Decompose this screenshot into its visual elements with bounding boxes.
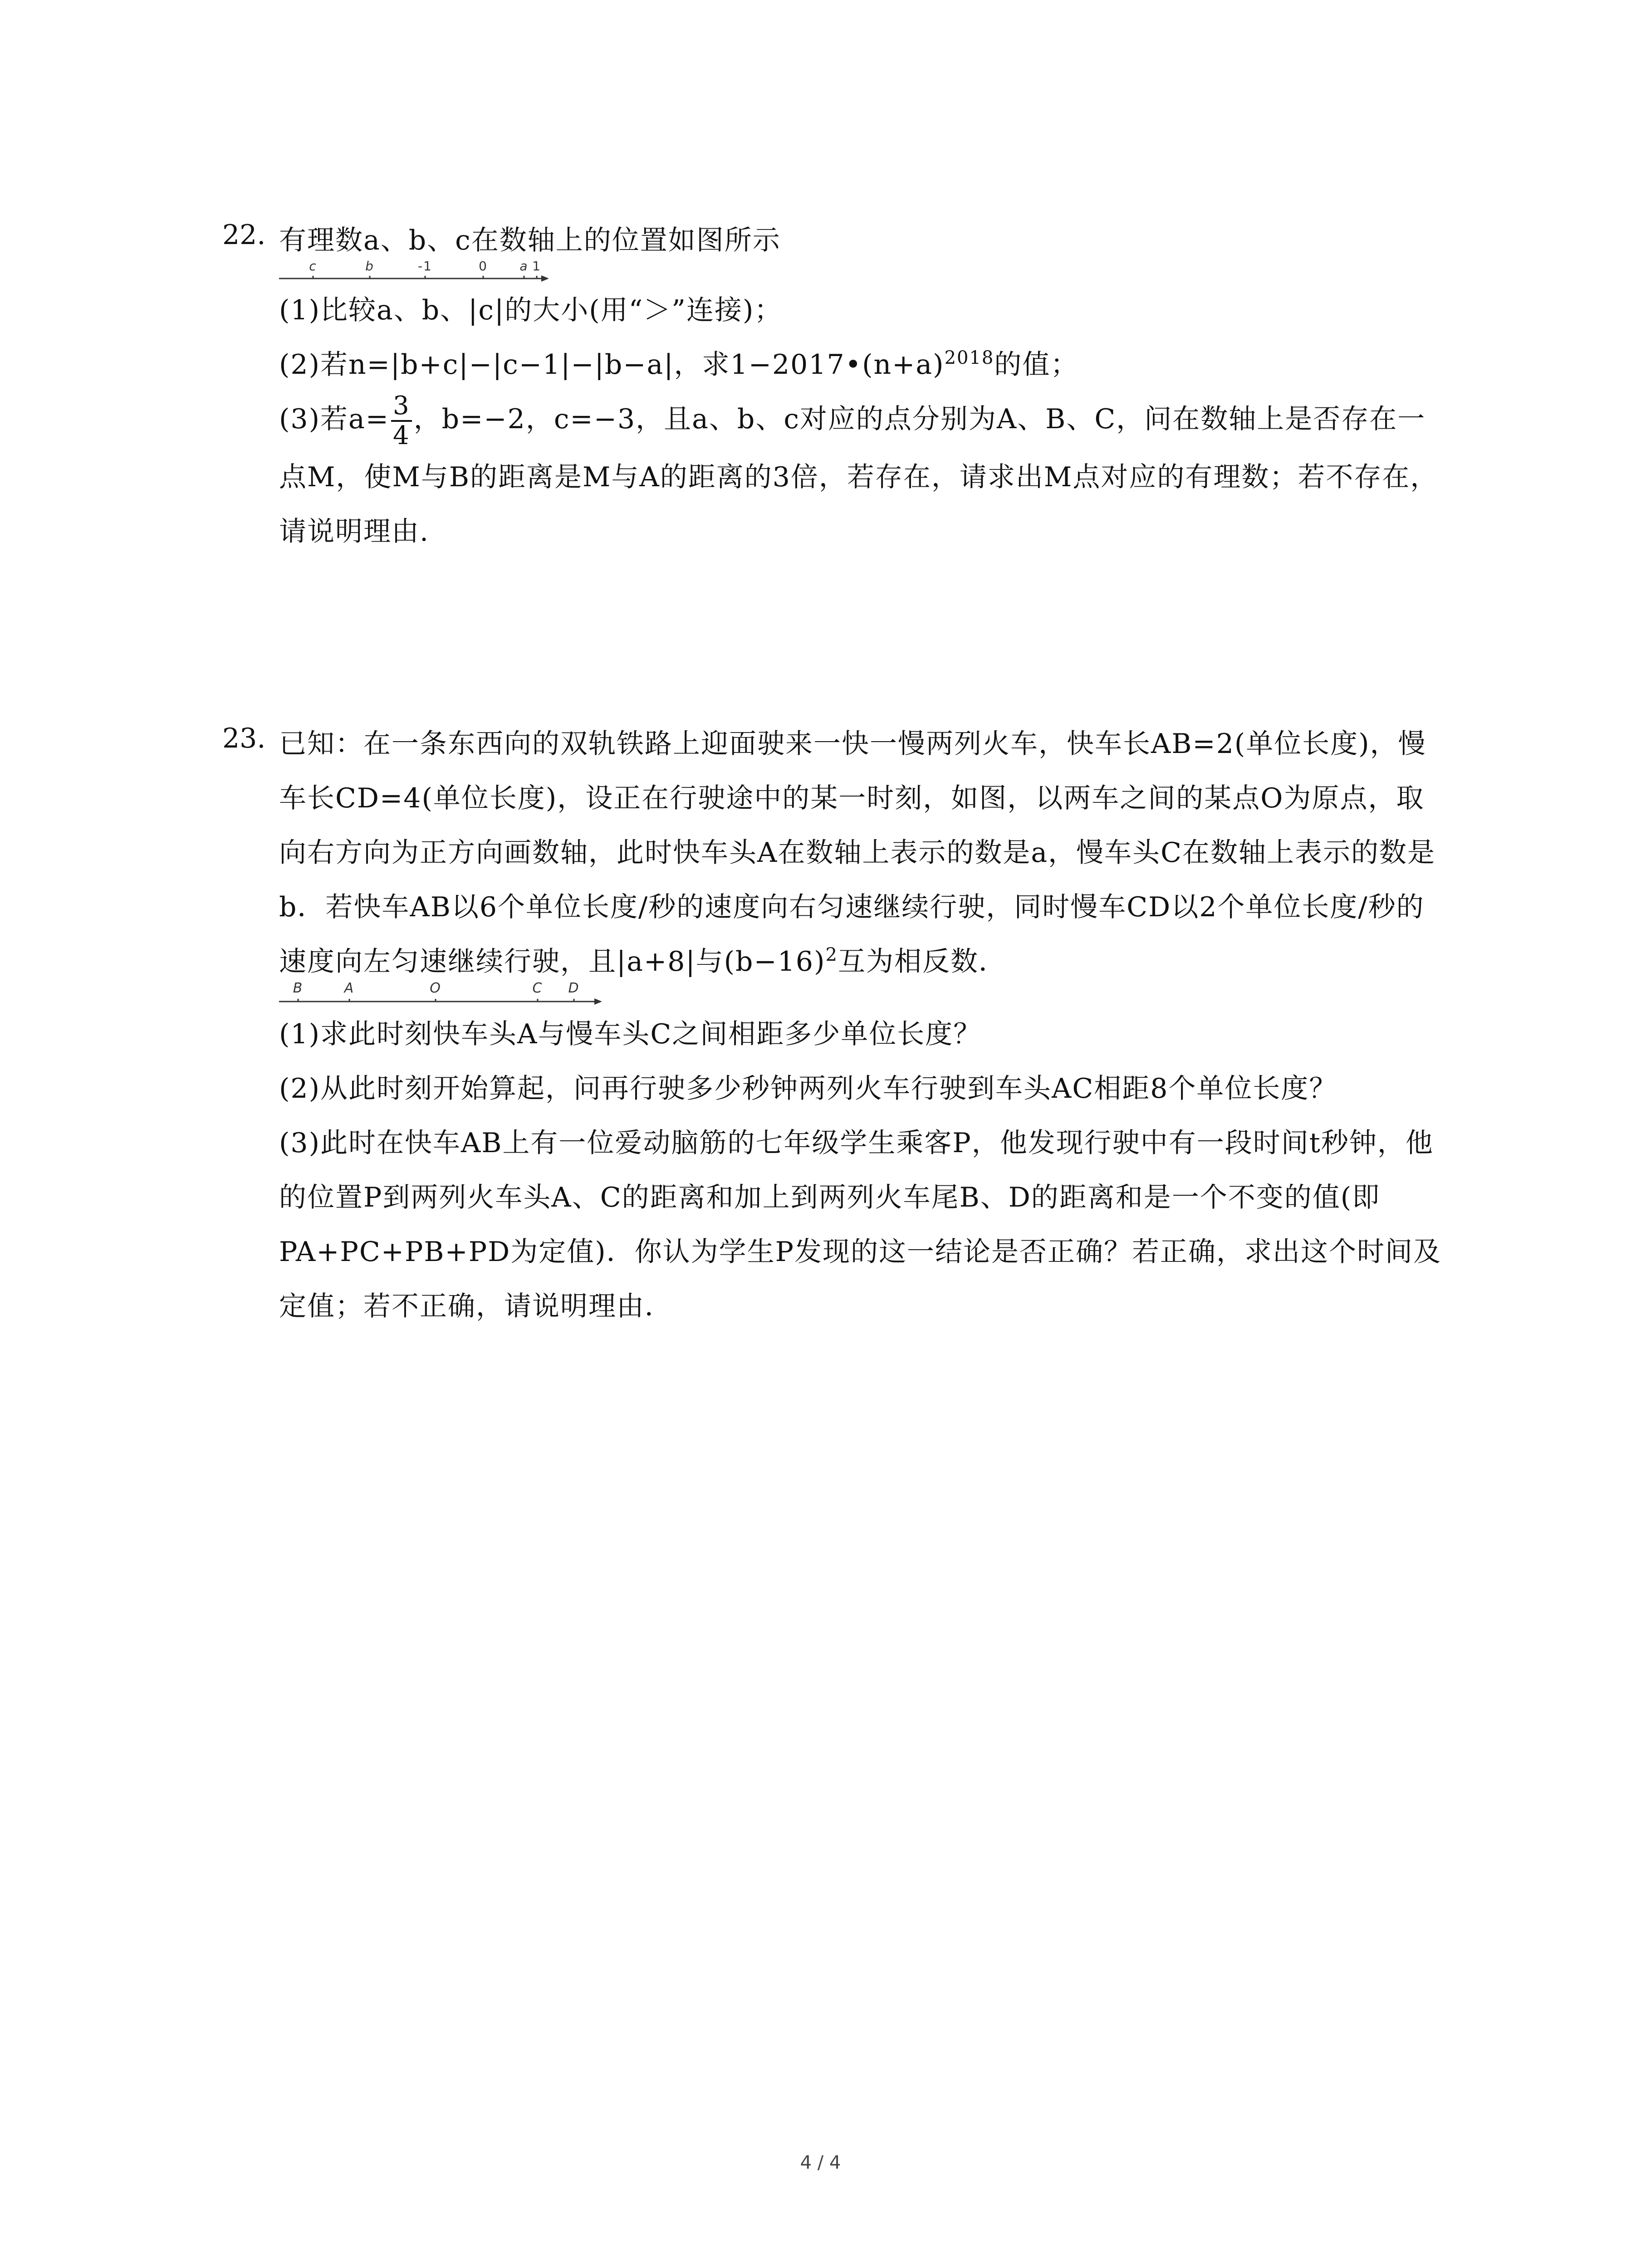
fraction-numerator: 3 <box>391 392 412 422</box>
question-part-3: (3)若a= $\frac{3}{4}$ ，b=−2，c=−3，且a、b、c对应的点分别为A、B、C，问在数轴上是否存在一点M，使M与B的距离是M与A的距离的3倍，若存在，请求出M点对应的有理数；若不存在，请说明理由. <box>279 391 1439 548</box>
question-23 <box>222 717 1447 1334</box>
question-22 <box>222 213 1447 559</box>
exponent: 2 <box>825 944 838 965</box>
axis-label-C: C <box>532 980 543 996</box>
question-stem: 有理数a、b、c在数轴上的位置如图所示 <box>279 225 781 256</box>
fraction-denominator: 4 <box>393 421 410 451</box>
axis-label-b: b <box>365 259 374 274</box>
page-number: 4 / 4 <box>800 2152 841 2173</box>
fraction <box>391 392 412 450</box>
question-part-1: (1)比较a、b、|c|的大小(用“＞”连接)； <box>279 294 783 326</box>
axis-label-c: c <box>309 259 317 274</box>
question-part-1: (1)求此时刻快车头A与慢车头C之间相距多少单位长度？ <box>279 1018 982 1050</box>
axis-label-0: 0 <box>479 259 488 274</box>
question-part-2: (2)从此时刻开始算起，问再行驶多少秒钟两列火车行驶到车头AC相距8个单位长度？ <box>279 1073 1337 1105</box>
question-body <box>279 213 1447 559</box>
axis-label-B: B <box>293 980 304 996</box>
question-body <box>279 717 1447 1334</box>
question-part-2: (2)若n=|b+c|−|c−1|−|b−a|，求$1-2017•(n+a)^{2018}$的值； <box>279 347 1079 381</box>
exponent: 2018 <box>944 347 994 368</box>
question-number: 23. <box>222 723 266 754</box>
question-part-3: (3)此时在快车AB上有一位爱动脑筋的七年级学生乘客P，他发现行驶中有一段时间t秒钟，他的位置P到两列火车头A、C的距离和加上到两列火车尾B、D的距离和是一个不变的值(即PA+PC+PB+PD为定值)．你认为学生P发现的这一结论是否正确？若正确，求出这个时间及定值；若不正确，请说明理由． <box>279 1127 1442 1322</box>
question-number: 22. <box>222 219 266 251</box>
axis-label-O: O <box>430 980 441 996</box>
axis-label-1: 1 <box>532 259 541 274</box>
question-stem: 已知：在一条东西向的双轨铁路上迎面驶来一快一慢两列火车，快车长AB=2(单位长度)，慢车长CD=4(单位长度)，设正在行驶途中的某一时刻，如图，以两车之间的某点O为原点，取向右方向为正方向画数轴，此时快车头A在数轴上表示的数是a，慢车头C在数轴上表示的数是b．若快车AB以6个单位长度/秒的速度向右匀速继续行驶，同时慢车CD以2个单位长度/秒的速度向左匀速继续行驶，且|a+8|与$(b-16)^2$互为相反数． <box>279 728 1436 978</box>
axis-label-a: a <box>519 259 529 274</box>
axis-label-A: A <box>344 980 355 996</box>
axis-label-neg1: -1 <box>418 259 432 274</box>
axis-label-D: D <box>568 980 580 996</box>
